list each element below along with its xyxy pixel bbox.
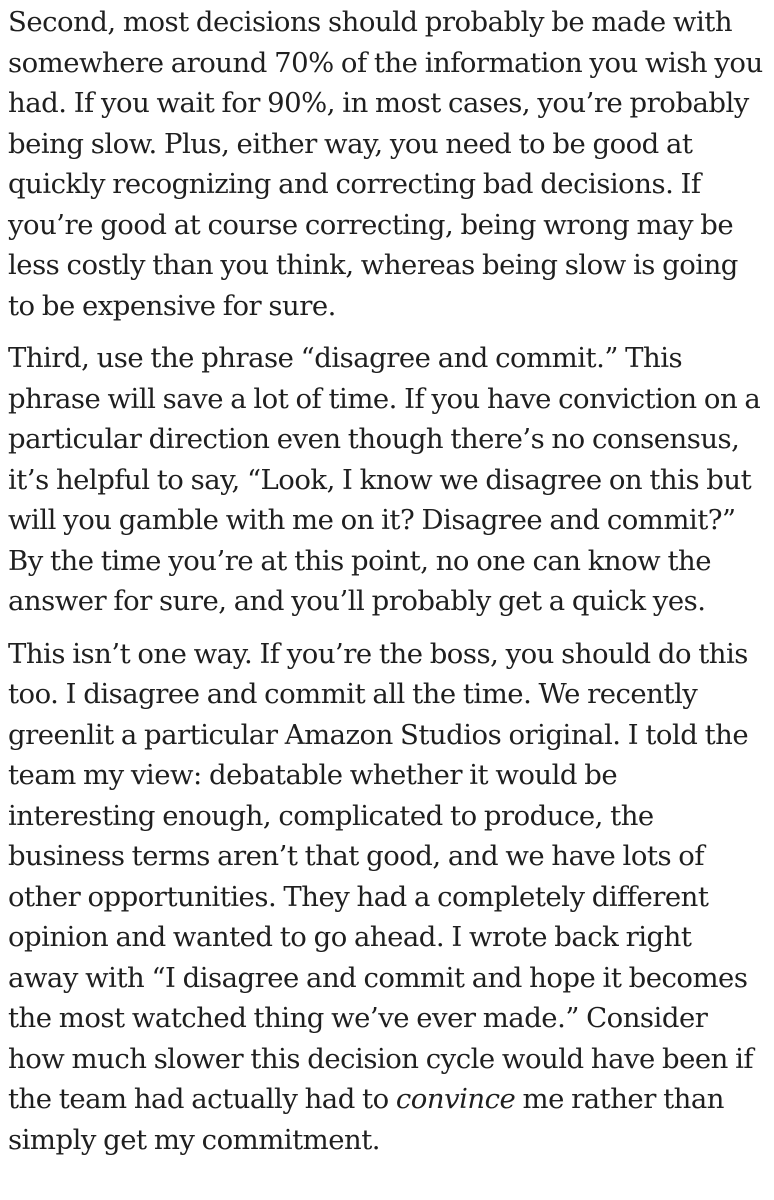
paragraph-disagree-commit-example <box>8 634 766 1161</box>
paragraph-text-before-emphasis: This isn’t one way. If you’re the boss, you should do this too. I disagree and commit all the time. We recently greenlit a particular Amazon Studios original. I told the team my view: debatable whether it would be interesting enough, complicated to produce, the business terms aren’t that good, and we have lots of other opportunities. They had a completely different opinion and wanted to go ahead. I wrote back right away with “I disagree and commit and hope it becomes the most watched thing we’ve ever made.” Consider how much slower this decision cycle would have been if the team had actually had to <box>8 637 754 1115</box>
paragraph-third: Third, use the phrase “disagree and commit.” This phrase will save a lot of time. If you have conviction on a particular direction even though there’s no consensus, it’s helpful to say, “Look, I know we disagree on this but will you gamble with me on it? Disagree and commit?” By the time you’re at this point, no one can know the answer for sure, and you’ll probably get a quick yes. <box>8 342 761 617</box>
emphasized-word: convince <box>395 1083 516 1115</box>
paragraph-second: Second, most decisions should probably be made with somewhere around 70% of the information you wish you had. If you wait for 90%, in most cases, you’re probably being slow. Plus, either way, you need to be good at quickly recognizing and correcting bad decisions. If you’re good at course correcting, being wrong may be less costly than you think, whereas being slow is going to be expensive for sure. <box>8 6 763 322</box>
paragraph-text-after-emphasis: me rather than simply get my commitment. <box>8 1083 724 1156</box>
